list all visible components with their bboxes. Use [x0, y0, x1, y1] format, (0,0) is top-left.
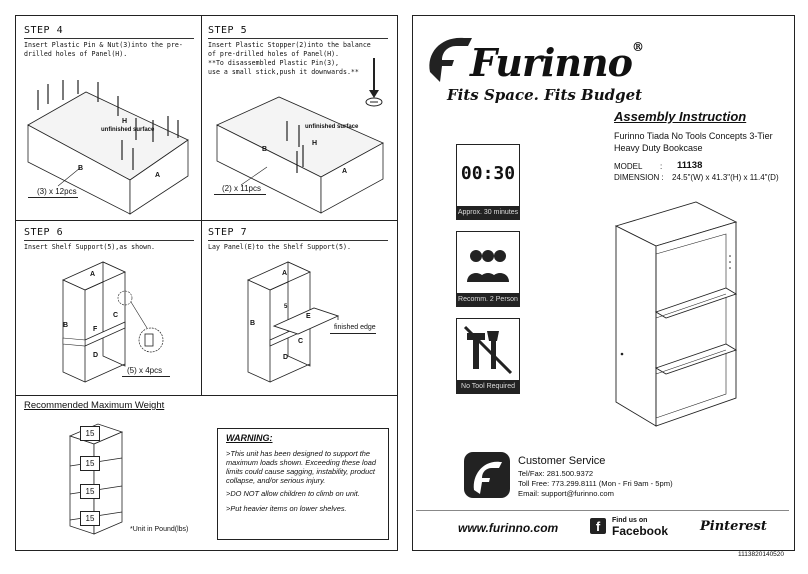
warning-box	[217, 428, 389, 540]
weight-badge-4	[80, 511, 100, 526]
warning-item-1: >This unit has been designed to support the maximum loads shown. Exceeding these load limits could cause sagging, instability, product collapse, and/or serious injury.	[226, 449, 376, 485]
step6-panel-b: B	[63, 322, 69, 329]
step7-title: STEP 7	[208, 227, 248, 238]
facebook-link[interactable]: Facebook	[612, 524, 669, 538]
registered-mark: ®	[632, 40, 643, 54]
step5-panel-b: B	[262, 146, 268, 153]
step7-text: Lay Panel(E)to the Shelf Support(5).	[208, 243, 351, 251]
step5-callout-line	[214, 194, 266, 195]
step7-panel-b: B	[250, 320, 256, 327]
step6-underline	[24, 240, 194, 241]
step7-panel-a: A	[282, 270, 288, 277]
weight-badge-2	[80, 456, 100, 471]
step6-panel-d: D	[93, 352, 99, 359]
step5-panel-h: H	[312, 140, 318, 147]
step4-callout-line	[28, 197, 78, 198]
step6-text: Insert Shelf Support(5),as shown.	[24, 243, 156, 251]
warning-item-3: >Put heavier items on lower shelves.	[226, 504, 347, 513]
step6-panel-a: A	[90, 271, 96, 278]
weight-unit-note: *Unit in Pound(lbs)	[130, 526, 189, 533]
weight-badge-1	[80, 426, 100, 441]
dimension-value: 24.5"(W) x 41.3"(H) x 11.4"(D)	[672, 173, 779, 182]
model-value: 11138	[677, 160, 703, 171]
website-link[interactable]: www.furinno.com	[458, 521, 559, 535]
people-icon-box	[456, 231, 520, 307]
weight-badge-3	[80, 484, 100, 499]
customer-service-telfax: Tel/Fax: 281.500.9372	[518, 469, 594, 478]
model-label: MODEL	[614, 162, 643, 171]
tools-caption: No Tool Required	[457, 380, 519, 393]
step7-panel-c: C	[298, 338, 304, 345]
divider-horizontal-1	[15, 220, 397, 221]
customer-service-title: Customer Service	[518, 455, 606, 467]
pinterest-link[interactable]: Pinterest	[700, 519, 767, 534]
step4-title: STEP 4	[24, 25, 64, 36]
step4-panel-h: H	[122, 118, 128, 125]
weight-value-4: 15	[85, 514, 95, 523]
customer-service-email: Email: support@furinno.com	[518, 489, 614, 498]
weight-title: Recommended Maximum Weight	[24, 400, 165, 411]
step6-title: STEP 6	[24, 227, 64, 238]
step7-panel-d: D	[283, 354, 289, 361]
step7-callout: finished edge	[334, 324, 376, 331]
step5-illustration	[205, 95, 390, 215]
step7-panel-e: E	[306, 313, 311, 320]
time-caption: Approx. 30 minutes	[457, 206, 519, 219]
timer-display: 00:30	[460, 163, 516, 184]
step5-panel-a: A	[342, 168, 348, 175]
warning-title: WARNING:	[226, 433, 273, 443]
step4-panel-a: A	[155, 172, 161, 179]
step5-callout: (2) x 11pcs	[222, 184, 261, 193]
step7-underline	[208, 240, 388, 241]
step5-text: Insert Plastic Stopper(2)into the balance of pre-drilled holes of Panel(H). **To disassembled Plastic Pin(3), use a small stick,push it downwards.**	[208, 41, 371, 76]
brand-name	[470, 40, 643, 85]
warning-item-2: >DO NOT allow children to climb on unit.	[226, 489, 360, 498]
step5-underline	[208, 38, 388, 39]
customer-service-logo	[462, 450, 512, 500]
customer-service-tollfree: Toll Free: 773.299.8111 (Mon - Fri 9am - 5pm)	[518, 479, 673, 488]
step4-underline	[24, 38, 194, 39]
divider-vertical	[201, 15, 202, 395]
weight-value-3: 15	[85, 487, 95, 496]
step4-text: Insert Plastic Pin & Nut(3)into the pre- drilled holes of Panel(H).	[24, 41, 183, 58]
document-code: 1113820140520	[738, 551, 785, 558]
step6-panel-f: F	[93, 326, 98, 333]
footer-divider	[416, 510, 789, 511]
step4-callout: (3) x 12pcs	[37, 187, 77, 196]
step5-title: STEP 5	[208, 25, 248, 36]
facebook-icon[interactable]: f	[590, 518, 606, 534]
weight-value-1: 15	[85, 429, 95, 438]
no-tools-icon	[461, 323, 515, 377]
brand-tagline: Fits Space. Fits Budget	[447, 86, 643, 104]
product-name: Furinno Tiada No Tools Concepts 3-Tier Heavy Duty Bookcase	[614, 131, 773, 153]
step6-callout: (5) x 4pcs	[127, 366, 163, 375]
bookcase-product-illustration	[610, 198, 745, 430]
step4-surface-label: unfinished surface	[101, 127, 155, 133]
step6-callout-line	[122, 376, 170, 377]
step6-panel-c: C	[113, 312, 119, 319]
people-caption: Recomm. 2 Person	[457, 293, 519, 306]
dimension-label: DIMENSION :	[614, 173, 664, 182]
step7-callout-line	[330, 333, 376, 334]
facebook-find-text: Find us on	[612, 517, 648, 524]
people-icon	[463, 246, 513, 286]
divider-horizontal-2	[15, 395, 397, 396]
step5-surface-label: unfinished surface	[305, 124, 359, 130]
step4-panel-b: B	[78, 165, 84, 172]
assembly-title: Assembly Instruction	[614, 109, 747, 124]
weight-value-2: 15	[85, 459, 95, 468]
brand-name-text: Furinno	[470, 40, 632, 85]
time-icon-box	[456, 144, 520, 220]
model-sep: :	[660, 162, 663, 171]
tools-icon-box	[456, 318, 520, 394]
step7-illustration	[240, 258, 350, 388]
step7-part-5: 5	[284, 304, 288, 310]
